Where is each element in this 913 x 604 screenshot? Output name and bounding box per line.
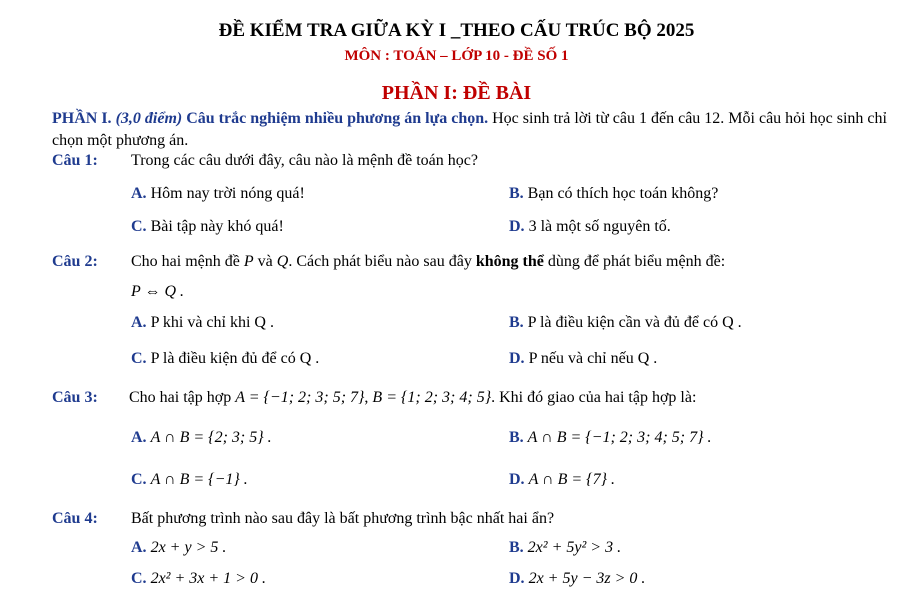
option-letter: B. [509,314,524,331]
q2-text-before: Cho hai mệnh đề [131,253,240,270]
option-text: P khi và chỉ khi Q . [150,314,274,331]
option-letter: C. [131,570,147,587]
option-letter: A. [131,185,147,202]
q4-option-d [509,570,645,588]
option-letter: C. [131,471,147,488]
option-text: P là điều kiện đủ để có Q . [150,350,320,367]
q3-text-after: . Khi đó giao của hai tập hợp là: [491,389,697,406]
q2-option-b [509,314,742,332]
option-text: A ∩ B = {2; 3; 5} . [150,429,272,446]
option-text: 3 là một số nguyên tố. [528,218,671,235]
question-2-text [131,253,725,271]
option-text: 2x² + 3x + 1 > 0 . [150,570,266,587]
q2-p: P [243,253,254,270]
question-4-label: Câu 4: [52,510,98,527]
option-letter: D. [509,570,525,587]
q2-text-mid: . Cách phát biểu nào sau đây [288,253,472,270]
question-3-label: Câu 3: [52,389,98,406]
q4-option-b [509,539,621,557]
option-text: 2x + y > 5 . [150,539,227,556]
q3-sep: , [364,389,369,406]
q2-option-c [131,350,319,368]
option-text: A ∩ B = {7} . [528,471,615,488]
option-text: 2x² + 5y² > 3 . [527,539,622,556]
document-subtitle: MÔN : TOÁN – LỚP 10 - ĐỀ SỐ 1 [344,48,569,64]
q4-option-a [131,539,226,557]
part-intro [52,108,892,152]
part-points: (3,0 điểm) [115,110,183,127]
question-4-text: Bất phương trình nào sau đây là bất phương trình bậc nhất hai ẩn? [131,510,555,527]
q2-option-d [509,350,657,368]
option-text: Hôm nay trời nóng quá! [150,185,305,202]
q3-option-b [509,429,712,447]
q2-and: và [257,253,273,270]
q2-option-a [131,314,274,332]
part-type: Câu trắc nghiệm nhiều phương án lựa chọn. [186,110,489,127]
question-3-text [129,389,696,407]
question-1-label: Câu 1: [52,152,98,169]
q1-option-a [131,185,305,203]
option-letter: D. [509,218,525,235]
q3-option-c [131,471,248,489]
option-letter: C. [131,350,147,367]
option-text: A ∩ B = {−1} . [150,471,248,488]
option-text: 2x + 5y − 3z > 0 . [528,570,646,587]
option-text: Bài tập này khó quá! [150,218,284,235]
q2-q: Q [276,253,289,270]
part-instruction: Học sinh trả lời từ câu 1 đến câu 12. Mỗi câu hỏi học sinh chỉ chọn một phương án. [52,110,887,149]
q3-set-b: B = {1; 2; 3; 4; 5} [372,389,492,406]
q4-option-c [131,570,266,588]
option-letter: A. [131,539,147,556]
q2-bold: không thể [475,253,544,270]
q3-option-a [131,429,272,447]
option-text: Bạn có thích học toán không? [527,185,719,202]
q2-expression: P ⇔ Q . [131,283,185,300]
q2-text-after: dùng để phát biểu mệnh đề: [547,253,726,270]
document-title: ĐỀ KIỂM TRA GIỮA KỲ I _THEO CẤU TRÚC BỘ 2025 [218,20,695,41]
q1-option-d [509,218,671,236]
option-letter: B. [509,539,524,556]
part-label: PHẦN I. [52,110,112,127]
option-letter: B. [509,429,524,446]
option-text: P nếu và chỉ nếu Q . [528,350,658,367]
option-letter: D. [509,471,525,488]
section-heading: PHẦN I: ĐỀ BÀI [381,82,532,104]
option-letter: A. [131,429,147,446]
question-2-label: Câu 2: [52,253,98,270]
q3-option-d [509,471,615,489]
option-letter: B. [509,185,524,202]
option-text: P là điều kiện cần và đủ để có Q . [527,314,742,331]
option-text: A ∩ B = {−1; 2; 3; 4; 5; 7} . [527,429,712,446]
q1-option-c [131,218,284,236]
q3-set-a: A = {−1; 2; 3; 5; 7} [235,389,365,406]
option-letter: D. [509,350,525,367]
q1-option-b [509,185,718,203]
option-letter: C. [131,218,147,235]
question-1-text: Trong các câu dưới đây, câu nào là mệnh đề toán học? [131,152,478,169]
q3-text-before: Cho hai tập hợp [129,389,232,406]
option-letter: A. [131,314,147,331]
